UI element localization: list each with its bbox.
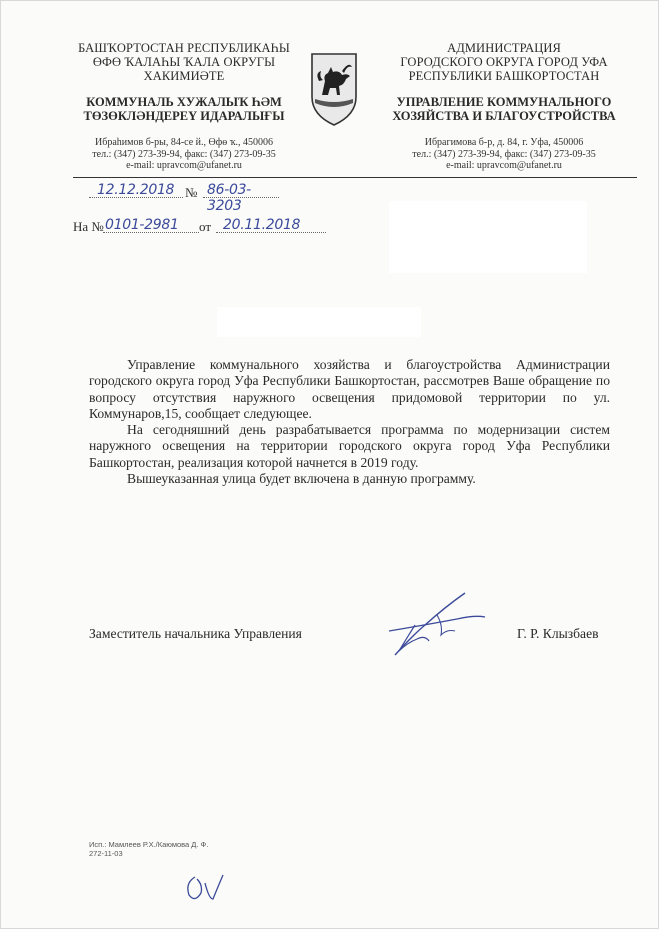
- executor-phone: 272-11-03: [89, 849, 123, 858]
- letter-body: [89, 357, 610, 487]
- header-right-dept1: УПРАВЛЕНИЕ КОММУНАЛЬНОГО: [396, 95, 612, 109]
- header-right-line3: РЕСПУБЛИКИ БАШКОРТОСТАН: [408, 69, 600, 83]
- ot-label: от: [199, 219, 212, 234]
- header-left-line1: БАШҠОРТОСТАН РЕСПУБЛИКАҺЫ: [78, 41, 290, 55]
- incoming-date: 20.11.2018: [223, 217, 301, 233]
- body-paragraph-3: Вышеуказанная улица будет включена в данную программу.: [127, 471, 476, 487]
- header-left-contacts: [57, 137, 311, 172]
- coat-of-arms-emblem-icon: [309, 51, 359, 127]
- header-left-line3: ХАКИМИӘТЕ: [143, 69, 225, 83]
- header-divider-line: [73, 177, 637, 178]
- redacted-salutation: [217, 307, 421, 337]
- header-left-line2: ӨФӨ ҠАЛАҺЫ ҠАЛА ОКРУГЫ: [92, 55, 276, 69]
- outgoing-date: 12.12.2018: [97, 182, 175, 198]
- outgoing-reference: [89, 182, 279, 214]
- header-right-email: e-mail: upravcom@ufanet.ru: [446, 160, 562, 172]
- header-left-email: e-mail: upravcom@ufanet.ru: [126, 160, 242, 172]
- header-right-line1: АДМИНИСТРАЦИЯ: [447, 41, 561, 55]
- header-right-line2: ГОРОДСКОГО ОКРУГА ГОРОД УФА: [400, 55, 608, 69]
- handwritten-initials-mark: [181, 869, 231, 909]
- incoming-reference: [73, 216, 333, 236]
- redacted-addressee-block: [389, 201, 587, 273]
- na-label: На №: [73, 219, 104, 234]
- outgoing-number: 86-03-3203: [207, 182, 251, 214]
- header-right-dept2: ХОЗЯЙСТВА И БЛАГОУСТРОЙСТВА: [392, 109, 616, 123]
- header-left-dept: [57, 95, 311, 123]
- header-left-dept2: ТӨЗӨКЛӘНДЕРЕҮ ИДАРАЛЫҒЫ: [83, 109, 285, 123]
- header-right-org: [373, 41, 635, 83]
- header-left-dept1: КОММУНАЛЬ ХУЖАЛЫҠ ҺӘМ: [86, 95, 282, 109]
- header-right-addr1: Ибрагимова б-р, д. 84, г. Уфа, 450006: [424, 137, 584, 148]
- header-left-org: [57, 41, 311, 83]
- executor-names: Исп.: Мамлеев Р.Х./Каюмова Д. Ф.: [89, 840, 209, 849]
- header-left-addr1: Ибраһимов б-ры, 84-се й., Өфө ҡ., 450006: [95, 137, 273, 148]
- number-sign: №: [185, 185, 198, 200]
- signatory-position: Заместитель начальника Управления: [89, 626, 302, 641]
- header-right-dept: [373, 95, 635, 123]
- signatory-name: Г. Р. Клызбаев: [517, 626, 599, 641]
- body-paragraph-1: Управление коммунального хозяйства и благоустройства Администрации городского округа город Уфа Республики Башкортостан, рассмотрев Ваше обращение по вопросу отсутствия наружного освещения придомовой территории по ул. Коммунаров,15, сообщает следующее.: [89, 357, 610, 421]
- header-right-contacts: [373, 137, 635, 172]
- executor-info: [89, 840, 208, 858]
- body-paragraph-2: На сегодняшний день разрабатывается программа по модернизации систем наружного освещения на территории городского округа город Уфа Республики Башкортостан, реализация которой начнется в 2019 году.: [89, 422, 610, 470]
- header-left-addr2: тел.: (347) 273-39-94, факс: (347) 273-09-35: [92, 148, 276, 160]
- header-right-addr2: тел.: (347) 273-39-94, факс: (347) 273-09-35: [412, 148, 596, 160]
- handwritten-signature: [385, 585, 495, 665]
- incoming-number: 0101-2981: [105, 217, 179, 233]
